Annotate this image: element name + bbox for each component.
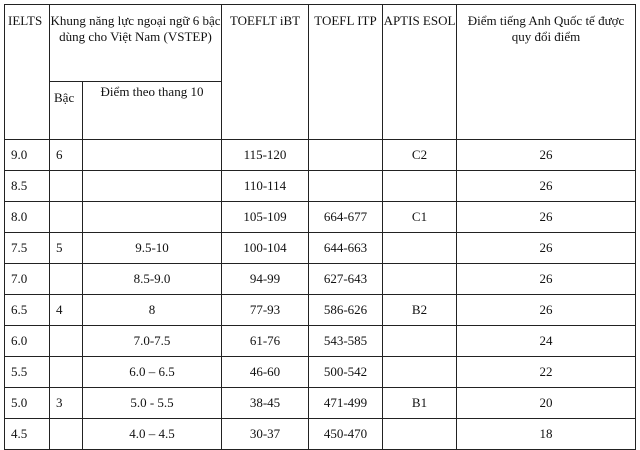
cell-toefl-itp: 627-643	[309, 264, 383, 295]
table-row	[5, 388, 636, 419]
cell-ielts: 6.0	[5, 326, 50, 357]
cell-ielts: 9.0	[5, 140, 50, 171]
cell-aptis: C1	[383, 202, 457, 233]
cell-toefl-ibt: 100-104	[222, 233, 309, 264]
table-row	[5, 357, 636, 388]
cell-converted-score: 18	[457, 419, 636, 450]
cell-level: 6	[50, 140, 83, 171]
header-converted-score: Điểm tiếng Anh Quốc tế được quy đổi điểm	[457, 5, 636, 140]
subheader-level: Bậc	[50, 82, 83, 140]
cell-toefl-ibt: 110-114	[222, 171, 309, 202]
cell-ielts: 8.5	[5, 171, 50, 202]
subheader-score-10: Điểm theo thang 10	[83, 82, 222, 140]
header-vstep: Khung năng lực ngoại ngữ 6 bậc dùng cho Việt Nam (VSTEP)	[50, 5, 222, 82]
cell-converted-score: 26	[457, 171, 636, 202]
header-ielts: IELTS	[5, 5, 50, 140]
cell-converted-score: 22	[457, 357, 636, 388]
cell-level: 5	[50, 233, 83, 264]
conversion-table	[4, 4, 636, 450]
cell-toefl-ibt: 77-93	[222, 295, 309, 326]
cell-score-10: 9.5-10	[83, 233, 222, 264]
cell-level	[50, 171, 83, 202]
cell-aptis	[383, 171, 457, 202]
cell-toefl-itp: 543-585	[309, 326, 383, 357]
cell-toefl-itp: 586-626	[309, 295, 383, 326]
cell-aptis: B1	[383, 388, 457, 419]
cell-score-10: 7.0-7.5	[83, 326, 222, 357]
cell-toefl-ibt: 38-45	[222, 388, 309, 419]
cell-converted-score: 24	[457, 326, 636, 357]
cell-aptis	[383, 326, 457, 357]
cell-ielts: 5.0	[5, 388, 50, 419]
cell-toefl-itp	[309, 171, 383, 202]
cell-toefl-ibt: 30-37	[222, 419, 309, 450]
cell-converted-score: 26	[457, 202, 636, 233]
cell-toefl-itp: 664-677	[309, 202, 383, 233]
cell-score-10: 5.0 - 5.5	[83, 388, 222, 419]
cell-aptis	[383, 233, 457, 264]
cell-ielts: 6.5	[5, 295, 50, 326]
table-row	[5, 233, 636, 264]
cell-toefl-ibt: 46-60	[222, 357, 309, 388]
header-toefl-ibt: TOEFLT iBT	[222, 5, 309, 140]
cell-converted-score: 26	[457, 140, 636, 171]
table-row	[5, 295, 636, 326]
cell-toefl-ibt: 115-120	[222, 140, 309, 171]
cell-score-10: 8	[83, 295, 222, 326]
cell-toefl-ibt: 105-109	[222, 202, 309, 233]
cell-ielts: 8.0	[5, 202, 50, 233]
cell-level	[50, 264, 83, 295]
cell-toefl-itp: 500-542	[309, 357, 383, 388]
table-row	[5, 264, 636, 295]
header-aptis: APTIS ESOL	[383, 5, 457, 140]
cell-aptis: C2	[383, 140, 457, 171]
cell-aptis: B2	[383, 295, 457, 326]
cell-level	[50, 357, 83, 388]
cell-toefl-itp: 450-470	[309, 419, 383, 450]
table-row	[5, 419, 636, 450]
cell-converted-score: 26	[457, 295, 636, 326]
cell-ielts: 4.5	[5, 419, 50, 450]
cell-toefl-ibt: 94-99	[222, 264, 309, 295]
cell-level	[50, 419, 83, 450]
header-row	[5, 5, 636, 82]
cell-score-10: 6.0 – 6.5	[83, 357, 222, 388]
cell-converted-score: 26	[457, 233, 636, 264]
cell-aptis	[383, 419, 457, 450]
cell-toefl-itp: 644-663	[309, 233, 383, 264]
cell-score-10	[83, 140, 222, 171]
cell-level: 3	[50, 388, 83, 419]
table-row	[5, 202, 636, 233]
table-row	[5, 140, 636, 171]
cell-level	[50, 326, 83, 357]
cell-score-10: 4.0 – 4.5	[83, 419, 222, 450]
cell-aptis	[383, 264, 457, 295]
cell-score-10: 8.5-9.0	[83, 264, 222, 295]
cell-ielts: 7.5	[5, 233, 50, 264]
cell-ielts: 5.5	[5, 357, 50, 388]
cell-converted-score: 20	[457, 388, 636, 419]
cell-toefl-itp	[309, 140, 383, 171]
cell-ielts: 7.0	[5, 264, 50, 295]
cell-aptis	[383, 357, 457, 388]
cell-score-10	[83, 202, 222, 233]
table-row	[5, 326, 636, 357]
conversion-table-wrapper	[4, 4, 636, 450]
cell-score-10	[83, 171, 222, 202]
cell-converted-score: 26	[457, 264, 636, 295]
cell-level	[50, 202, 83, 233]
cell-level: 4	[50, 295, 83, 326]
cell-toefl-itp: 471-499	[309, 388, 383, 419]
table-row	[5, 171, 636, 202]
header-toefl-itp: TOEFL ITP	[309, 5, 383, 140]
cell-toefl-ibt: 61-76	[222, 326, 309, 357]
